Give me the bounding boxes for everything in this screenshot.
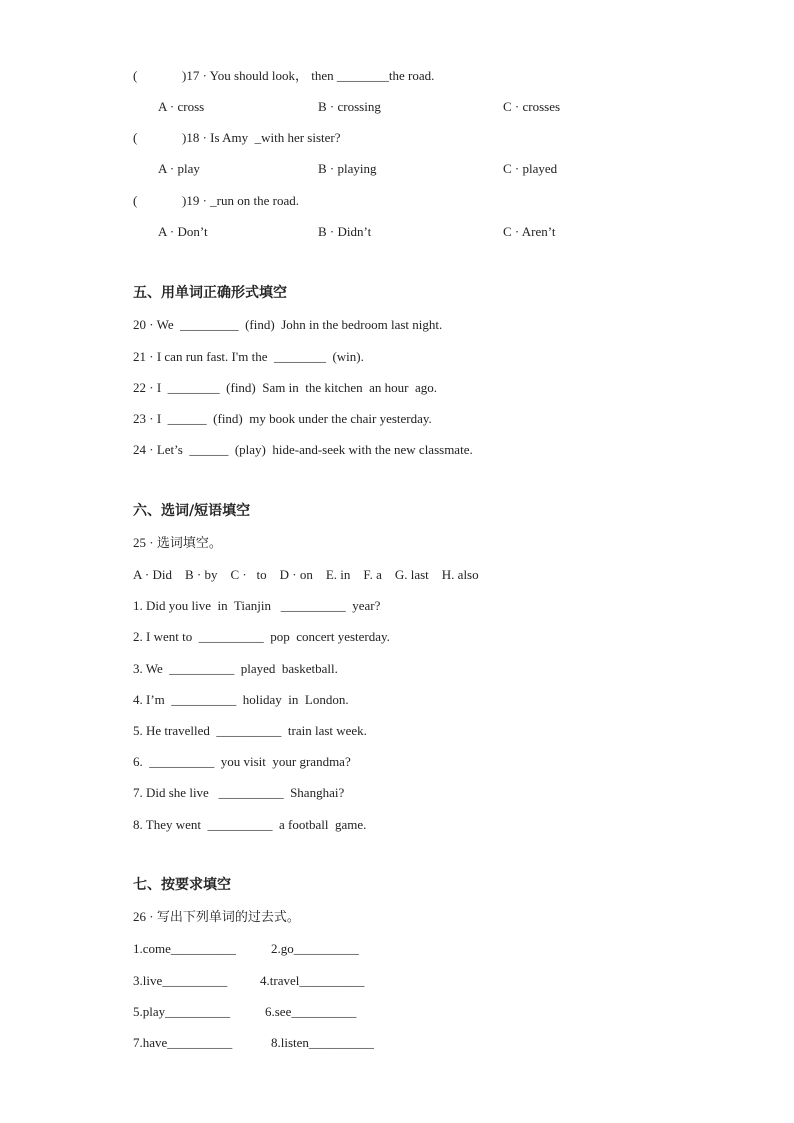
past-tense-item: 1.come__________	[133, 941, 236, 956]
past-tense-item: 2.go__________	[271, 941, 359, 956]
option-a: A · cross	[158, 99, 205, 114]
fill-item: 2. I went to __________ pop concert yesterday.	[133, 629, 390, 644]
fill-item: 1. Did you live in Tianjin __________ year?	[133, 598, 381, 613]
past-tense-item: 6.see__________	[265, 1004, 357, 1019]
option-b: B · crossing	[318, 99, 381, 114]
question-stem: )18 · Is Amy _with her sister?	[182, 130, 341, 145]
fill-item: 5. He travelled __________ train last week.	[133, 723, 367, 738]
section-heading: 六、选词/短语填空	[133, 503, 251, 519]
option-a: A · Don’t	[158, 224, 208, 239]
past-tense-item: 3.live__________	[133, 973, 228, 988]
option-b: B · playing	[318, 161, 377, 176]
past-tense-item: 5.play__________	[133, 1004, 231, 1019]
section-heading: 五、用单词正确形式填空	[133, 285, 287, 301]
fill-item: 24 · Let’s ______ (play) hide-and-seek with the new classmate.	[133, 442, 473, 457]
fill-item: 4. I’m __________ holiday in London.	[133, 692, 349, 707]
fill-item: 20 · We _________ (find) John in the bedroom last night.	[133, 317, 443, 332]
fill-item: 22 · I ________ (find) Sam in the kitchen an hour ago.	[133, 380, 437, 395]
option-c: C · played	[503, 161, 558, 176]
fill-item: 8. They went __________ a football game.	[133, 817, 367, 832]
option-c: C · crosses	[503, 99, 561, 114]
answer-paren-open: (	[133, 68, 138, 83]
past-tense-item: 8.listen__________	[271, 1035, 374, 1050]
option-b: B · Didn’t	[318, 224, 372, 239]
fill-item: 21 · I can run fast. I'm the ________ (win).	[133, 349, 364, 364]
past-tense-item: 4.travel__________	[260, 973, 365, 988]
question-prompt: 26 · 写出下列单词的过去式。	[133, 909, 300, 924]
answer-paren-open: (	[133, 193, 138, 208]
answer-paren-open: (	[133, 130, 138, 145]
option-a: A · play	[158, 161, 200, 176]
fill-item: 3. We __________ played basketball.	[133, 661, 338, 676]
past-tense-item: 7.have__________	[133, 1035, 233, 1050]
question-stem: )17 · You should look， then ________the road.	[182, 68, 435, 83]
fill-item: 23 · I ______ (find) my book under the chair yesterday.	[133, 411, 432, 426]
question-stem: )19 · _run on the road.	[182, 193, 299, 208]
word-choices: A · Did B · by C · to D · on E. in F. a G. last H. also	[133, 567, 479, 582]
fill-item: 7. Did she live __________ Shanghai?	[133, 785, 345, 800]
fill-item: 6. __________ you visit your grandma?	[133, 754, 351, 769]
question-prompt: 25 · 选词填空。	[133, 535, 222, 550]
option-c: C · Aren’t	[503, 224, 556, 239]
section-heading: 七、按要求填空	[133, 877, 231, 893]
